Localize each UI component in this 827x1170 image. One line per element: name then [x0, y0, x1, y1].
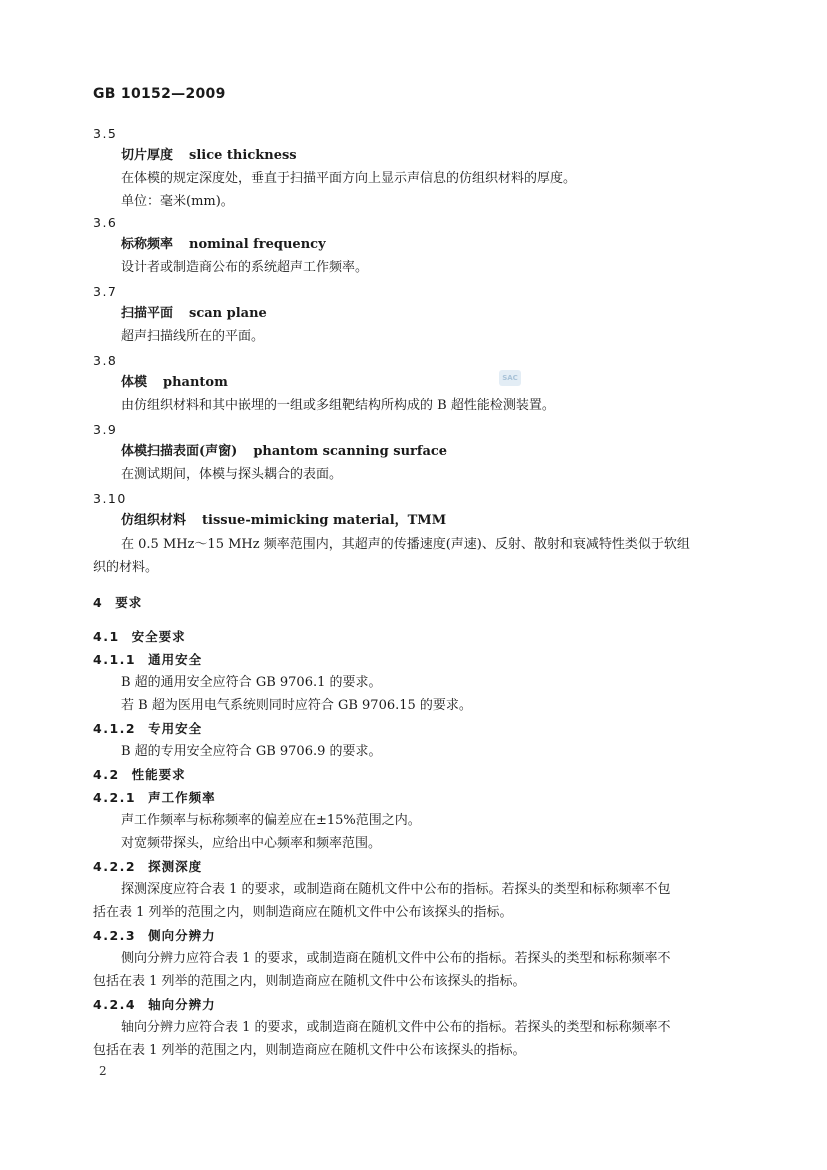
requirement-text: 侧向分辨力应符合表 1 的要求，或制造商在随机文件中公布的指标。若探头的类型和标称频率不 — [121, 951, 671, 966]
clause-number: 3.5 — [93, 126, 118, 141]
clause-number: 3.9 — [93, 422, 118, 437]
definition-text: 由仿组织材料和其中嵌埋的一组或多组靶结构所构成的 B 超性能检测装置。 — [121, 398, 555, 413]
term-heading — [121, 512, 446, 530]
requirement-text: 括在表 1 列举的范围之内，则制造商应在随机文件中公布该探头的指标。 — [93, 905, 513, 920]
term-zh: 标称频率 — [121, 237, 174, 252]
term-en: phantom — [163, 375, 228, 390]
requirement-text: 包括在表 1 列举的范围之内，则制造商应在随机文件中公布该探头的指标。 — [93, 974, 526, 989]
definition-text: 织的材料。 — [93, 560, 159, 575]
term-heading — [121, 236, 326, 254]
term-zh: 扫描平面 — [121, 306, 174, 321]
definition-text: 单位：毫米(mm)。 — [121, 194, 234, 209]
requirement-text: 若 B 超为医用电气系统则同时应符合 GB 9706.15 的要求。 — [121, 698, 472, 713]
clause-number: 3.6 — [93, 215, 118, 230]
term-zh: 切片厚度 — [121, 148, 174, 163]
requirement-text: 轴向分辨力应符合表 1 的要求，或制造商在随机文件中公布的指标。若探头的类型和标称频率不 — [121, 1020, 671, 1035]
requirement-text: 包括在表 1 列举的范围之内，则制造商应在随机文件中公布该探头的指标。 — [93, 1043, 526, 1058]
definition-text: 在测试期间，体模与探头耦合的表面。 — [121, 467, 343, 482]
requirement-text: 探测深度应符合表 1 的要求，或制造商在随机文件中公布的指标。若探头的类型和标称频率不包 — [121, 882, 671, 897]
clause-number: 3.10 — [93, 491, 127, 506]
subsection-heading: 4.1 安全要求 — [93, 629, 186, 644]
requirement-text: 声工作频率与标称频率的偏差应在±15%范围之内。 — [121, 813, 421, 828]
term-en: tissue-mimicking material，TMM — [202, 513, 447, 528]
subsection-heading: 4.1.1 通用安全 — [93, 652, 203, 667]
clause-number: 3.7 — [93, 284, 118, 299]
definition-text: 超声扫描线所在的平面。 — [121, 329, 265, 344]
requirement-text: 对宽频带探头，应给出中心频率和频率范围。 — [121, 836, 382, 851]
subsection-heading: 4.2.4 轴向分辨力 — [93, 997, 216, 1012]
clause-number: 3.8 — [93, 353, 118, 368]
definition-text: 在体模的规定深度处，垂直于扫描平面方向上显示声信息的仿组织材料的厚度。 — [121, 171, 577, 186]
term-en: slice thickness — [189, 148, 297, 163]
definition-text: 设计者或制造商公布的系统超声工作频率。 — [121, 260, 369, 275]
definition-text: 在 0.5 MHz～15 MHz 频率范围内，其超声的传播速度(声速)、反射、散射和衰减特性类似于软组 — [121, 537, 690, 552]
subsection-heading: 4.2.3 侧向分辨力 — [93, 928, 216, 943]
term-zh: 仿组织材料 — [121, 513, 187, 528]
section-heading: 4 要求 — [93, 595, 143, 610]
standard-header: GB 10152—2009 — [93, 86, 226, 102]
requirement-text: B 超的通用安全应符合 GB 9706.1 的要求。 — [121, 675, 382, 690]
term-heading — [121, 147, 297, 165]
subsection-heading: 4.2.1 声工作频率 — [93, 790, 216, 805]
sac-watermark-logo: SAC — [499, 370, 521, 386]
term-heading — [121, 374, 228, 392]
term-en: scan plane — [189, 306, 267, 321]
term-zh: 体模扫描表面(声窗) — [121, 444, 238, 459]
subsection-heading: 4.1.2 专用安全 — [93, 721, 203, 736]
term-en: nominal frequency — [189, 237, 326, 252]
requirement-text: B 超的专用安全应符合 GB 9706.9 的要求。 — [121, 744, 382, 759]
term-zh: 体模 — [121, 375, 148, 390]
term-en: phantom scanning surface — [253, 444, 448, 459]
subsection-heading: 4.2.2 探测深度 — [93, 859, 203, 874]
page-number: 2 — [99, 1064, 107, 1078]
subsection-heading: 4.2 性能要求 — [93, 767, 186, 782]
term-heading — [121, 443, 447, 461]
term-heading — [121, 305, 267, 323]
